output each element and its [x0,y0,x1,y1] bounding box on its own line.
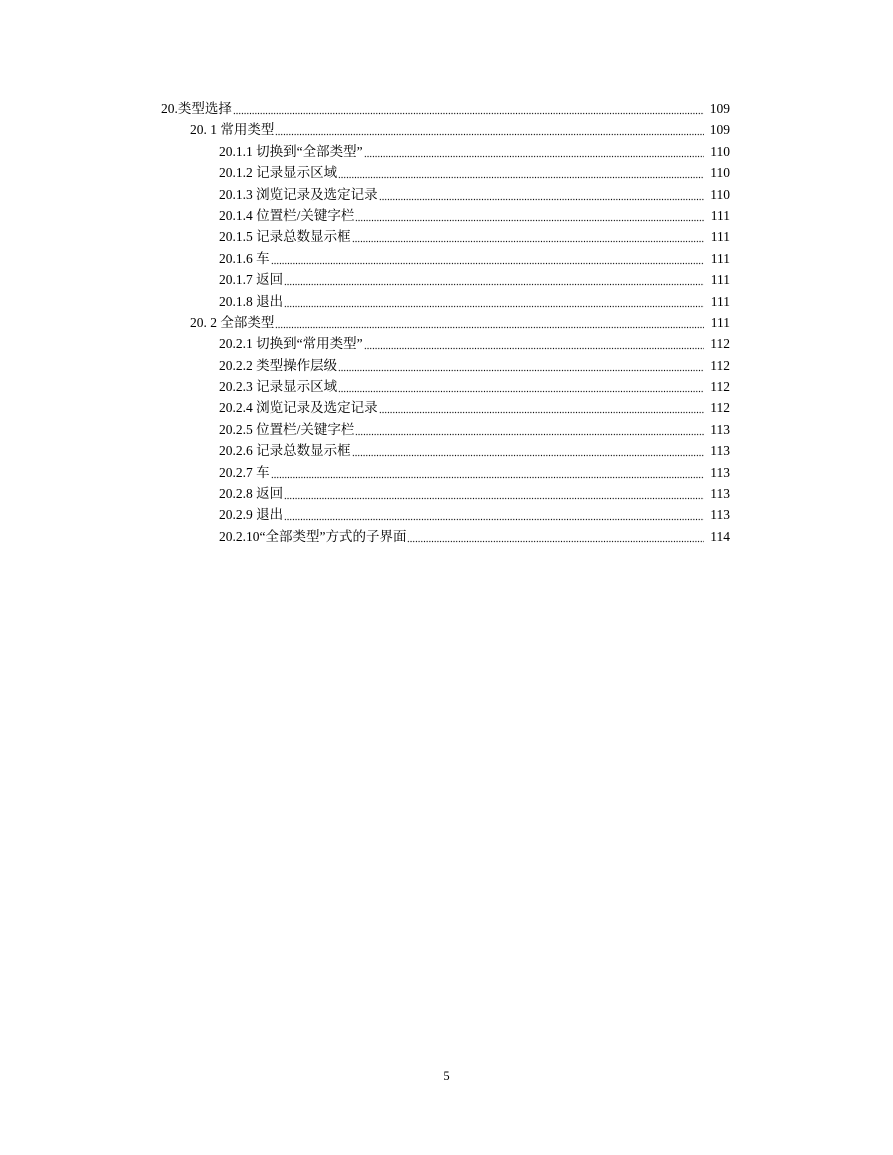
toc-entry[interactable] [0,355,893,376]
toc-entry-label: 20.2.3 记录显示区域 [219,379,338,395]
dot-leader [338,376,704,397]
toc-entry-page: 111 [710,207,730,223]
toc-entry-page: 113 [710,464,730,480]
toc-entry-page: 113 [710,443,730,459]
dot-leader [352,440,704,461]
toc-entry-label: 20.1.6 车 [219,250,270,266]
toc-entry[interactable] [0,526,893,547]
toc-entry[interactable] [0,162,893,183]
dot-leader [284,269,704,290]
toc-entry[interactable] [0,248,893,269]
dot-leader [338,162,704,183]
toc-entry[interactable] [0,141,893,162]
toc-entry-label: 20.2.7 车 [219,464,270,480]
toc-entry[interactable] [0,269,893,290]
toc-entry-page: 111 [710,293,730,309]
toc-entry-label: 20.2.5 位置栏/关键字栏 [219,421,355,437]
dot-leader [275,119,704,140]
toc-entry-page: 110 [710,143,730,159]
toc-entry-page: 113 [710,421,730,437]
toc-entry-page: 111 [710,229,730,245]
dot-leader [355,419,704,440]
toc-entry-label: 20. 1 常用类型 [190,122,275,138]
dot-leader [338,355,704,376]
toc-entry[interactable] [0,483,893,504]
toc-entry-page: 113 [710,486,730,502]
toc-entry-label: 20.1.1 切换到“全部类型” [219,143,363,159]
toc-entry-label: 20.2.4 浏览记录及选定记录 [219,400,378,416]
toc-entry-label: 20.1.8 退出 [219,293,284,309]
toc-entry[interactable] [0,291,893,312]
dot-leader [364,141,704,162]
toc-entry-page: 113 [710,507,730,523]
toc-entry-label: 20.2.10“全部类型”方式的子界面 [219,528,407,544]
toc-entry-label: 20.2.9 退出 [219,507,284,523]
toc-entry[interactable] [0,462,893,483]
toc-entry-label: 20.2.2 类型操作层级 [219,357,338,373]
toc-entry-label: 20.1.7 返回 [219,272,284,288]
toc-entry-page: 111 [710,314,730,330]
toc-entry-page: 112 [710,400,730,416]
toc-entry[interactable] [0,312,893,333]
toc-entry-label: 20.1.3 浏览记录及选定记录 [219,186,378,202]
table-of-contents [0,98,893,547]
toc-entry-label: 20.1.4 位置栏/关键字栏 [219,207,355,223]
toc-entry-page: 112 [710,357,730,373]
toc-entry-label: 20.1.2 记录显示区域 [219,165,338,181]
toc-entry-label: 20. 2 全部类型 [190,314,275,330]
dot-leader [284,291,704,312]
toc-entry-page: 112 [710,336,730,352]
toc-entry-page: 110 [710,186,730,202]
toc-entry-label: 20.1.5 记录总数显示框 [219,229,351,245]
page-number: 5 [443,1069,450,1083]
toc-entry[interactable] [0,440,893,461]
toc-entry-page: 111 [710,250,730,266]
dot-leader [233,98,704,119]
toc-entry-page: 111 [710,272,730,288]
toc-entry-label: 20.2.8 返回 [219,486,284,502]
toc-entry[interactable] [0,184,893,205]
toc-entry[interactable] [0,504,893,525]
dot-leader [364,333,704,354]
toc-entry[interactable] [0,226,893,247]
toc-entry-label: 20.类型选择 [161,101,232,116]
toc-entry-page: 114 [710,528,730,544]
dot-leader [271,248,704,269]
dot-leader [379,184,704,205]
toc-entry[interactable] [0,419,893,440]
toc-entry[interactable] [0,205,893,226]
dot-leader [407,526,704,547]
toc-entry-page: 112 [710,379,730,395]
toc-entry-page: 110 [710,165,730,181]
toc-entry[interactable] [0,119,893,140]
toc-entry[interactable] [0,376,893,397]
toc-entry-page: 109 [709,101,730,116]
dot-leader [352,226,704,247]
dot-leader [271,462,704,483]
dot-leader [284,504,704,525]
toc-entry-label: 20.2.1 切换到“常用类型” [219,336,363,352]
toc-entry[interactable] [0,397,893,418]
dot-leader [275,312,704,333]
dot-leader [355,205,704,226]
dot-leader [379,397,704,418]
toc-entry-label: 20.2.6 记录总数显示框 [219,443,351,459]
toc-entry[interactable] [0,333,893,354]
toc-entry-page: 109 [709,122,730,138]
toc-entry[interactable] [0,98,893,119]
dot-leader [284,483,704,504]
